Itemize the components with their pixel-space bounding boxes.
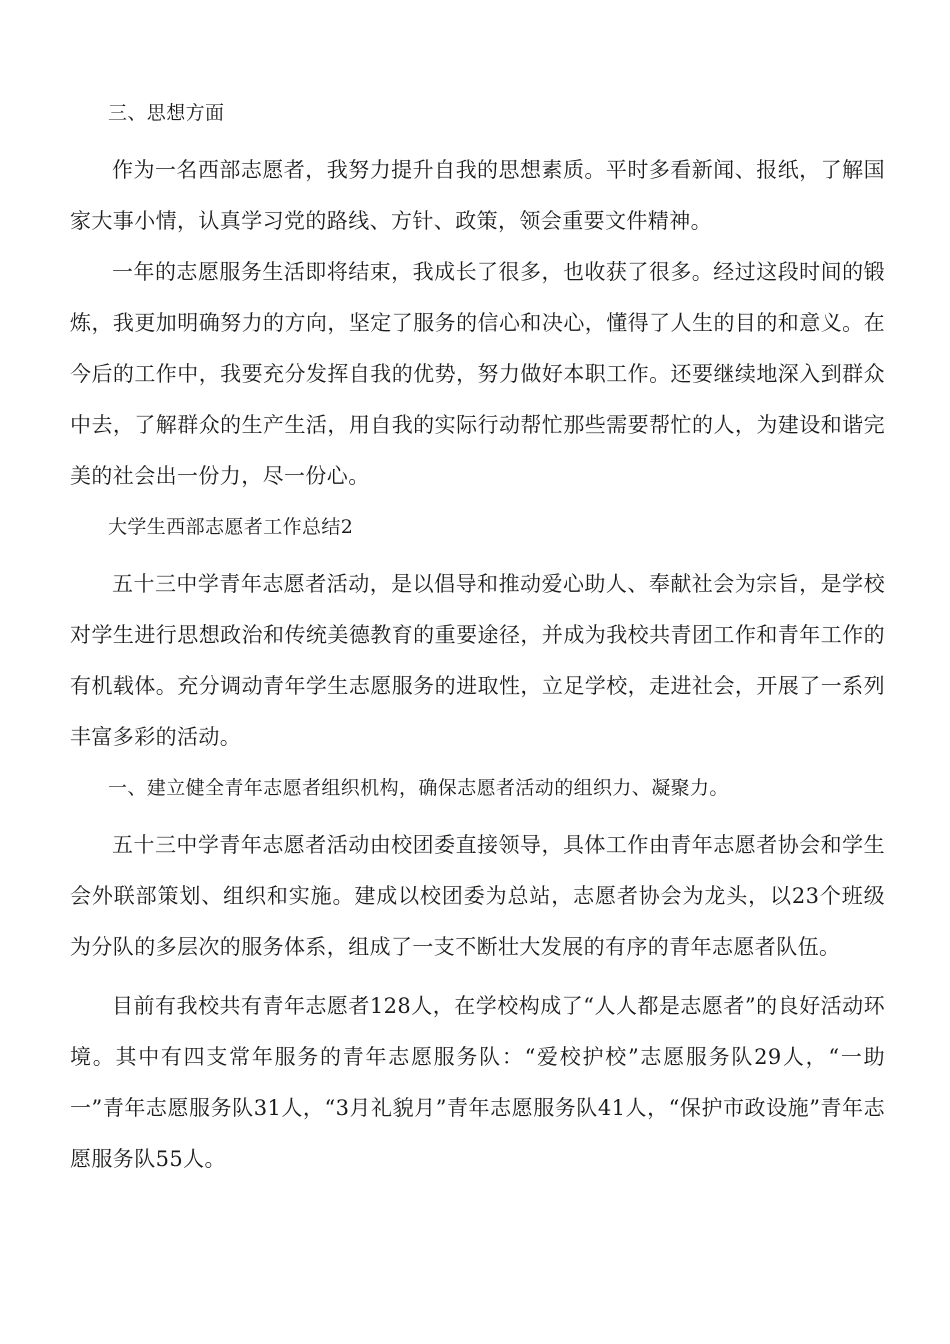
paragraph-thought-quality: 作为一名西部志愿者，我努力提升自我的思想素质。平时多看新闻、报纸，了解国家大事小情，认真学习党的路线、方针、政策，领会重要文件精神。 — [70, 158, 885, 233]
document-body — [70, 88, 885, 1185]
paragraph-school-volunteers: 五十三中学青年志愿者活动，是以倡导和推动爱心助人、奉献社会为宗旨，是学校对学生进行思想政治和传统美德教育的重要途径，并成为我校共青团工作和青年工作的有机载体。充分调动青年学生志愿服务的进取性，立足学校，走进社会，开展了一系列丰富多彩的活动。 — [70, 572, 885, 749]
paragraph-organization-detail: 五十三中学青年志愿者活动由校团委直接领导，具体工作由青年志愿者协会和学生会外联部策划、组织和实施。建成以校团委为总站，志愿者协会为龙头，以23个班级为分队的多层次的服务体系，组成了一支不断壮大发展的有序的青年志愿者队伍。 — [70, 833, 885, 959]
section-heading-thought: 三、思想方面 — [108, 102, 225, 124]
section-heading-organization: 一、建立健全青年志愿者组织机构，确保志愿者活动的组织力、凝聚力。 — [108, 777, 729, 799]
section-title-summary-2: 大学生西部志愿者工作总结2 — [108, 516, 354, 538]
paragraph-volunteer-count: 目前有我校共有青年志愿者128人，在学校构成了“人人都是志愿者”的良好活动环境。其中有四支常年服务的青年志愿服务队：“爱校护校”志愿服务队29人，“一助一”青年志愿服务队31人，“3月礼貌月”青年志愿服务队41人，“保护市政设施”青年志愿服务队55人。 — [70, 994, 885, 1171]
paragraph-year-summary: 一年的志愿服务生活即将结束，我成长了很多，也收获了很多。经过这段时间的锻炼，我更加明确努力的方向，坚定了服务的信心和决心，懂得了人生的目的和意义。在今后的工作中，我要充分发挥自我的优势，努力做好本职工作。还要继续地深入到群众中去，了解群众的生产生活，用自我的实际行动帮忙那些需要帮忙的人，为建设和谐完美的社会出一份力，尽一份心。 — [70, 260, 885, 488]
